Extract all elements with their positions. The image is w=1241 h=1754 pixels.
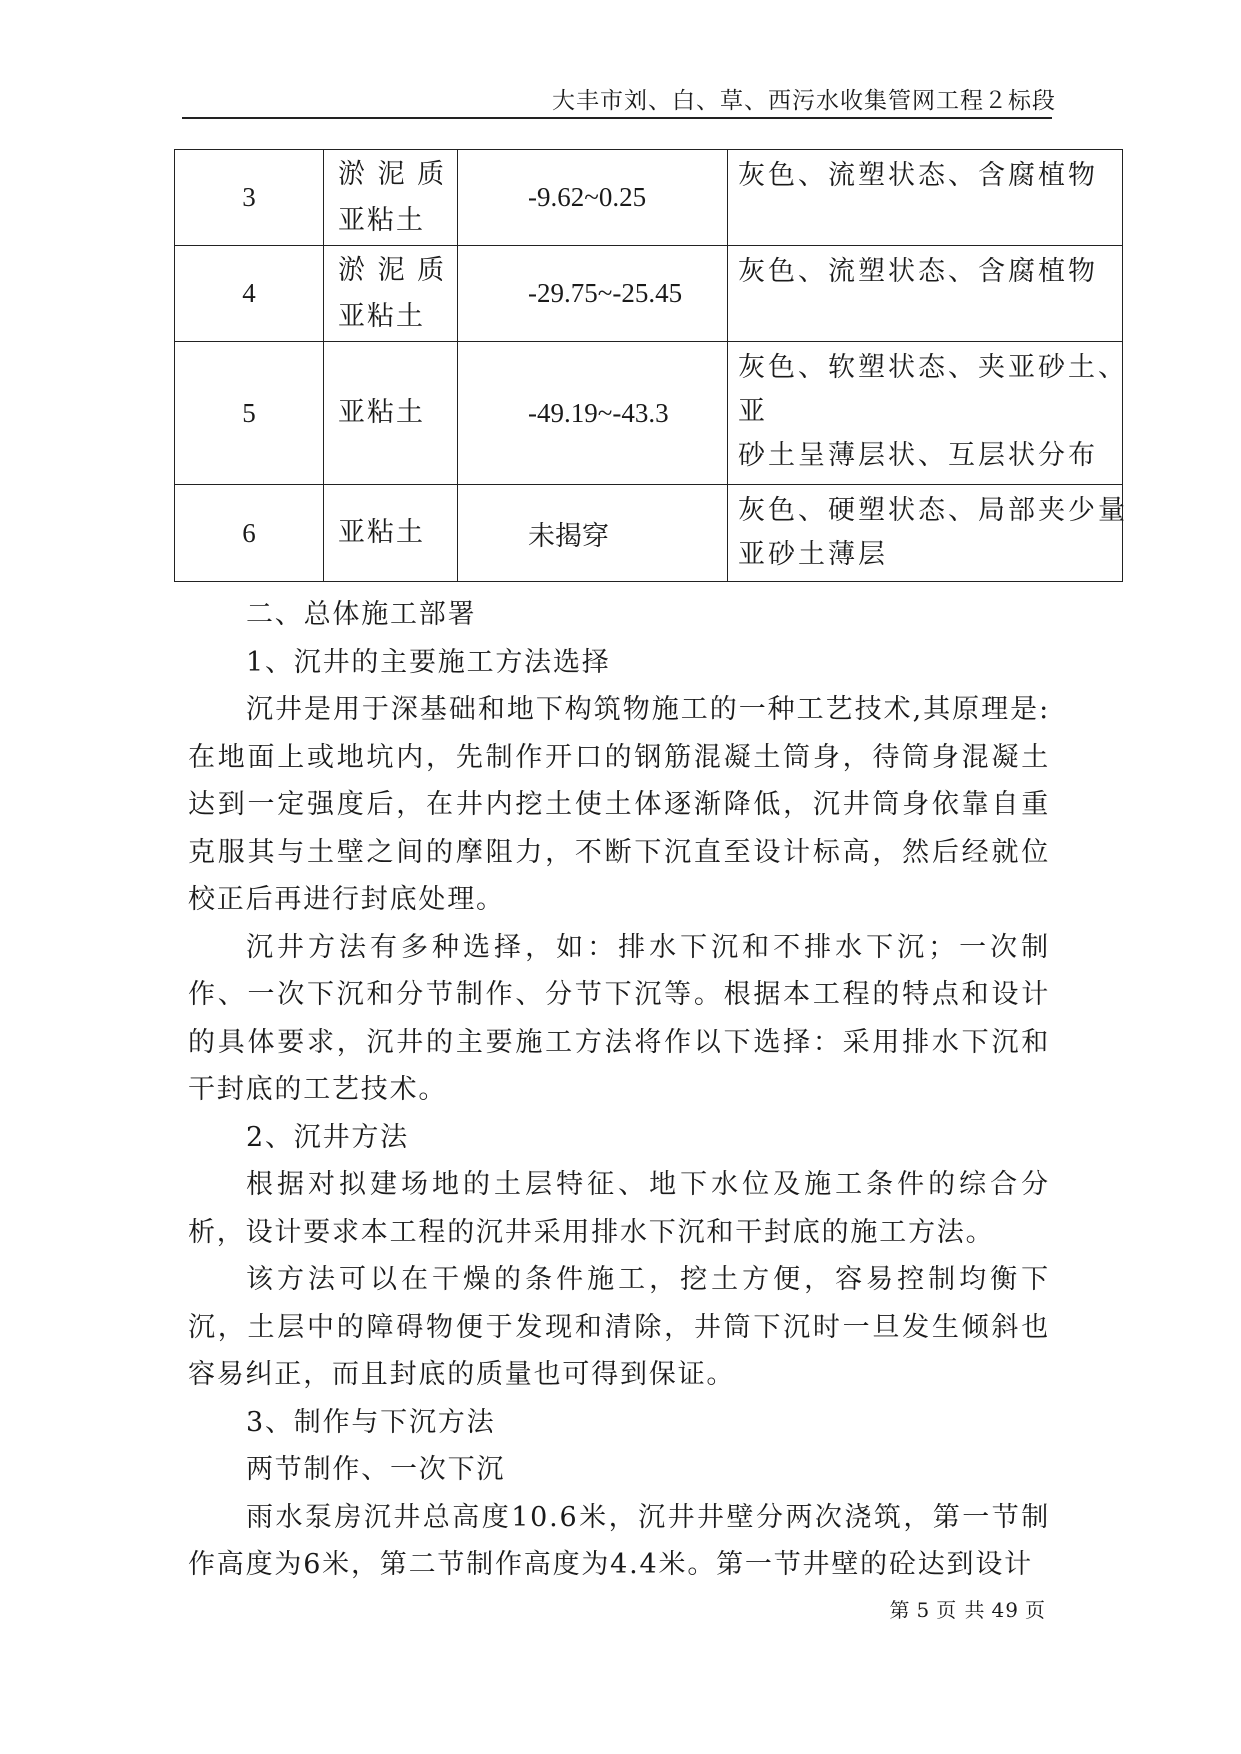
soil-layer-table (174, 149, 1128, 582)
section-heading: 二、总体施工部署 (246, 599, 477, 630)
body-paragraph: 沉井是用于深基础和地下构筑物施工的一种工艺技术,其原理是:在地面上或地坑内，先制作开口的钢筋混凝土筒身，待筒身混凝土达到一定强度后，在井内挖土使土体逐渐降低，沉井筒身依靠自重克服其与土壁之间的摩阻力，不断下沉直至设计标高，然后经就位校正后再进行封底处理。 (188, 694, 1050, 915)
page-header-title: 大丰市刘、白、草、西污水收集管网工程２标段 (552, 88, 1056, 114)
soil-name-line: 淤 泥 质 (338, 254, 447, 286)
layer-number: 6 (175, 485, 324, 582)
body-paragraph: 沉井方法有多种选择，如：排水下沉和不排水下沉；一次制作、一次下沉和分节制作、分节下沉等。根据本工程的特点和设计的具体要求，沉井的主要施工方法将作以下选择：采用排水下沉和干封底的工艺技术。 (188, 931, 1050, 1105)
body-paragraph: 该方法可以在干燥的条件施工，挖土方便，容易控制均衡下沉，土层中的障碍物便于发现和清除，井筒下沉时一旦发生倾斜也容易纠正，而且封底的质量也可得到保证。 (188, 1264, 1050, 1390)
header-divider (182, 117, 1052, 119)
page-label-mid: 页 共 (936, 1598, 986, 1622)
elevation-range: 未揭穿 (458, 485, 728, 582)
table-row (175, 150, 1123, 246)
description-line: 灰色、软塑状态、夹亚砂土、 (738, 352, 1128, 383)
description-line: 亚 (738, 396, 768, 427)
soil-name-line: 亚粘土 (338, 517, 425, 548)
soil-name-line: 亚粘土 (338, 204, 425, 236)
subsection-heading: 2、沉井方法 (246, 1121, 409, 1153)
description-line: 灰色、流塑状态、含腐植物 (738, 256, 1098, 287)
body-paragraph: 根据对拟建场地的土层特征、地下水位及施工条件的综合分析，设计要求本工程的沉井采用排水下沉和干封底的施工方法。 (188, 1169, 1050, 1248)
body-paragraph: 雨水泵房沉井总高度10.6米，沉井井壁分两次浇筑，第一节制作高度为6米，第二节制作高度为4.4米。第一节井壁的砼达到设计 (188, 1501, 1050, 1580)
soil-description (728, 485, 1128, 582)
subsection-heading: 1、沉井的主要施工方法选择 (246, 646, 611, 678)
subsection-heading: 3、制作与下沉方法 (246, 1406, 496, 1438)
soil-description (728, 246, 1123, 342)
soil-name (324, 150, 458, 246)
layer-number: 5 (175, 342, 324, 485)
layer-number: 3 (175, 150, 324, 246)
description-line: 亚砂土薄层 (738, 539, 888, 570)
document-body (188, 591, 1050, 1589)
elevation-range: -49.19~-43.3 (458, 342, 728, 485)
page-number: 5 (916, 1598, 931, 1622)
soil-name-line: 淤 泥 质 (338, 158, 447, 190)
page-footer (886, 1594, 1049, 1623)
soil-description (728, 150, 1123, 246)
soil-name (324, 246, 458, 342)
table-row (175, 342, 1123, 485)
soil-name (324, 485, 458, 582)
table-row (175, 246, 1123, 342)
layer-number: 4 (175, 246, 324, 342)
soil-name (324, 342, 458, 485)
page-label-prefix: 第 (889, 1598, 911, 1622)
table-row (175, 485, 1123, 582)
soil-name-line: 亚粘土 (338, 300, 425, 332)
elevation-range: -9.62~0.25 (458, 150, 728, 246)
page-label-suffix: 页 (1025, 1598, 1046, 1622)
description-line: 砂土呈薄层状、互层状分布 (738, 440, 1098, 471)
description-line: 灰色、硬塑状态、局部夹少量 (738, 495, 1128, 526)
description-line: 灰色、流塑状态、含腐植物 (738, 160, 1098, 191)
total-pages: 49 (991, 1598, 1019, 1622)
soil-description (728, 342, 1128, 485)
soil-name-line: 亚粘土 (338, 397, 425, 428)
body-paragraph: 两节制作、一次下沉 (246, 1454, 506, 1485)
elevation-range: -29.75~-25.45 (458, 246, 728, 342)
